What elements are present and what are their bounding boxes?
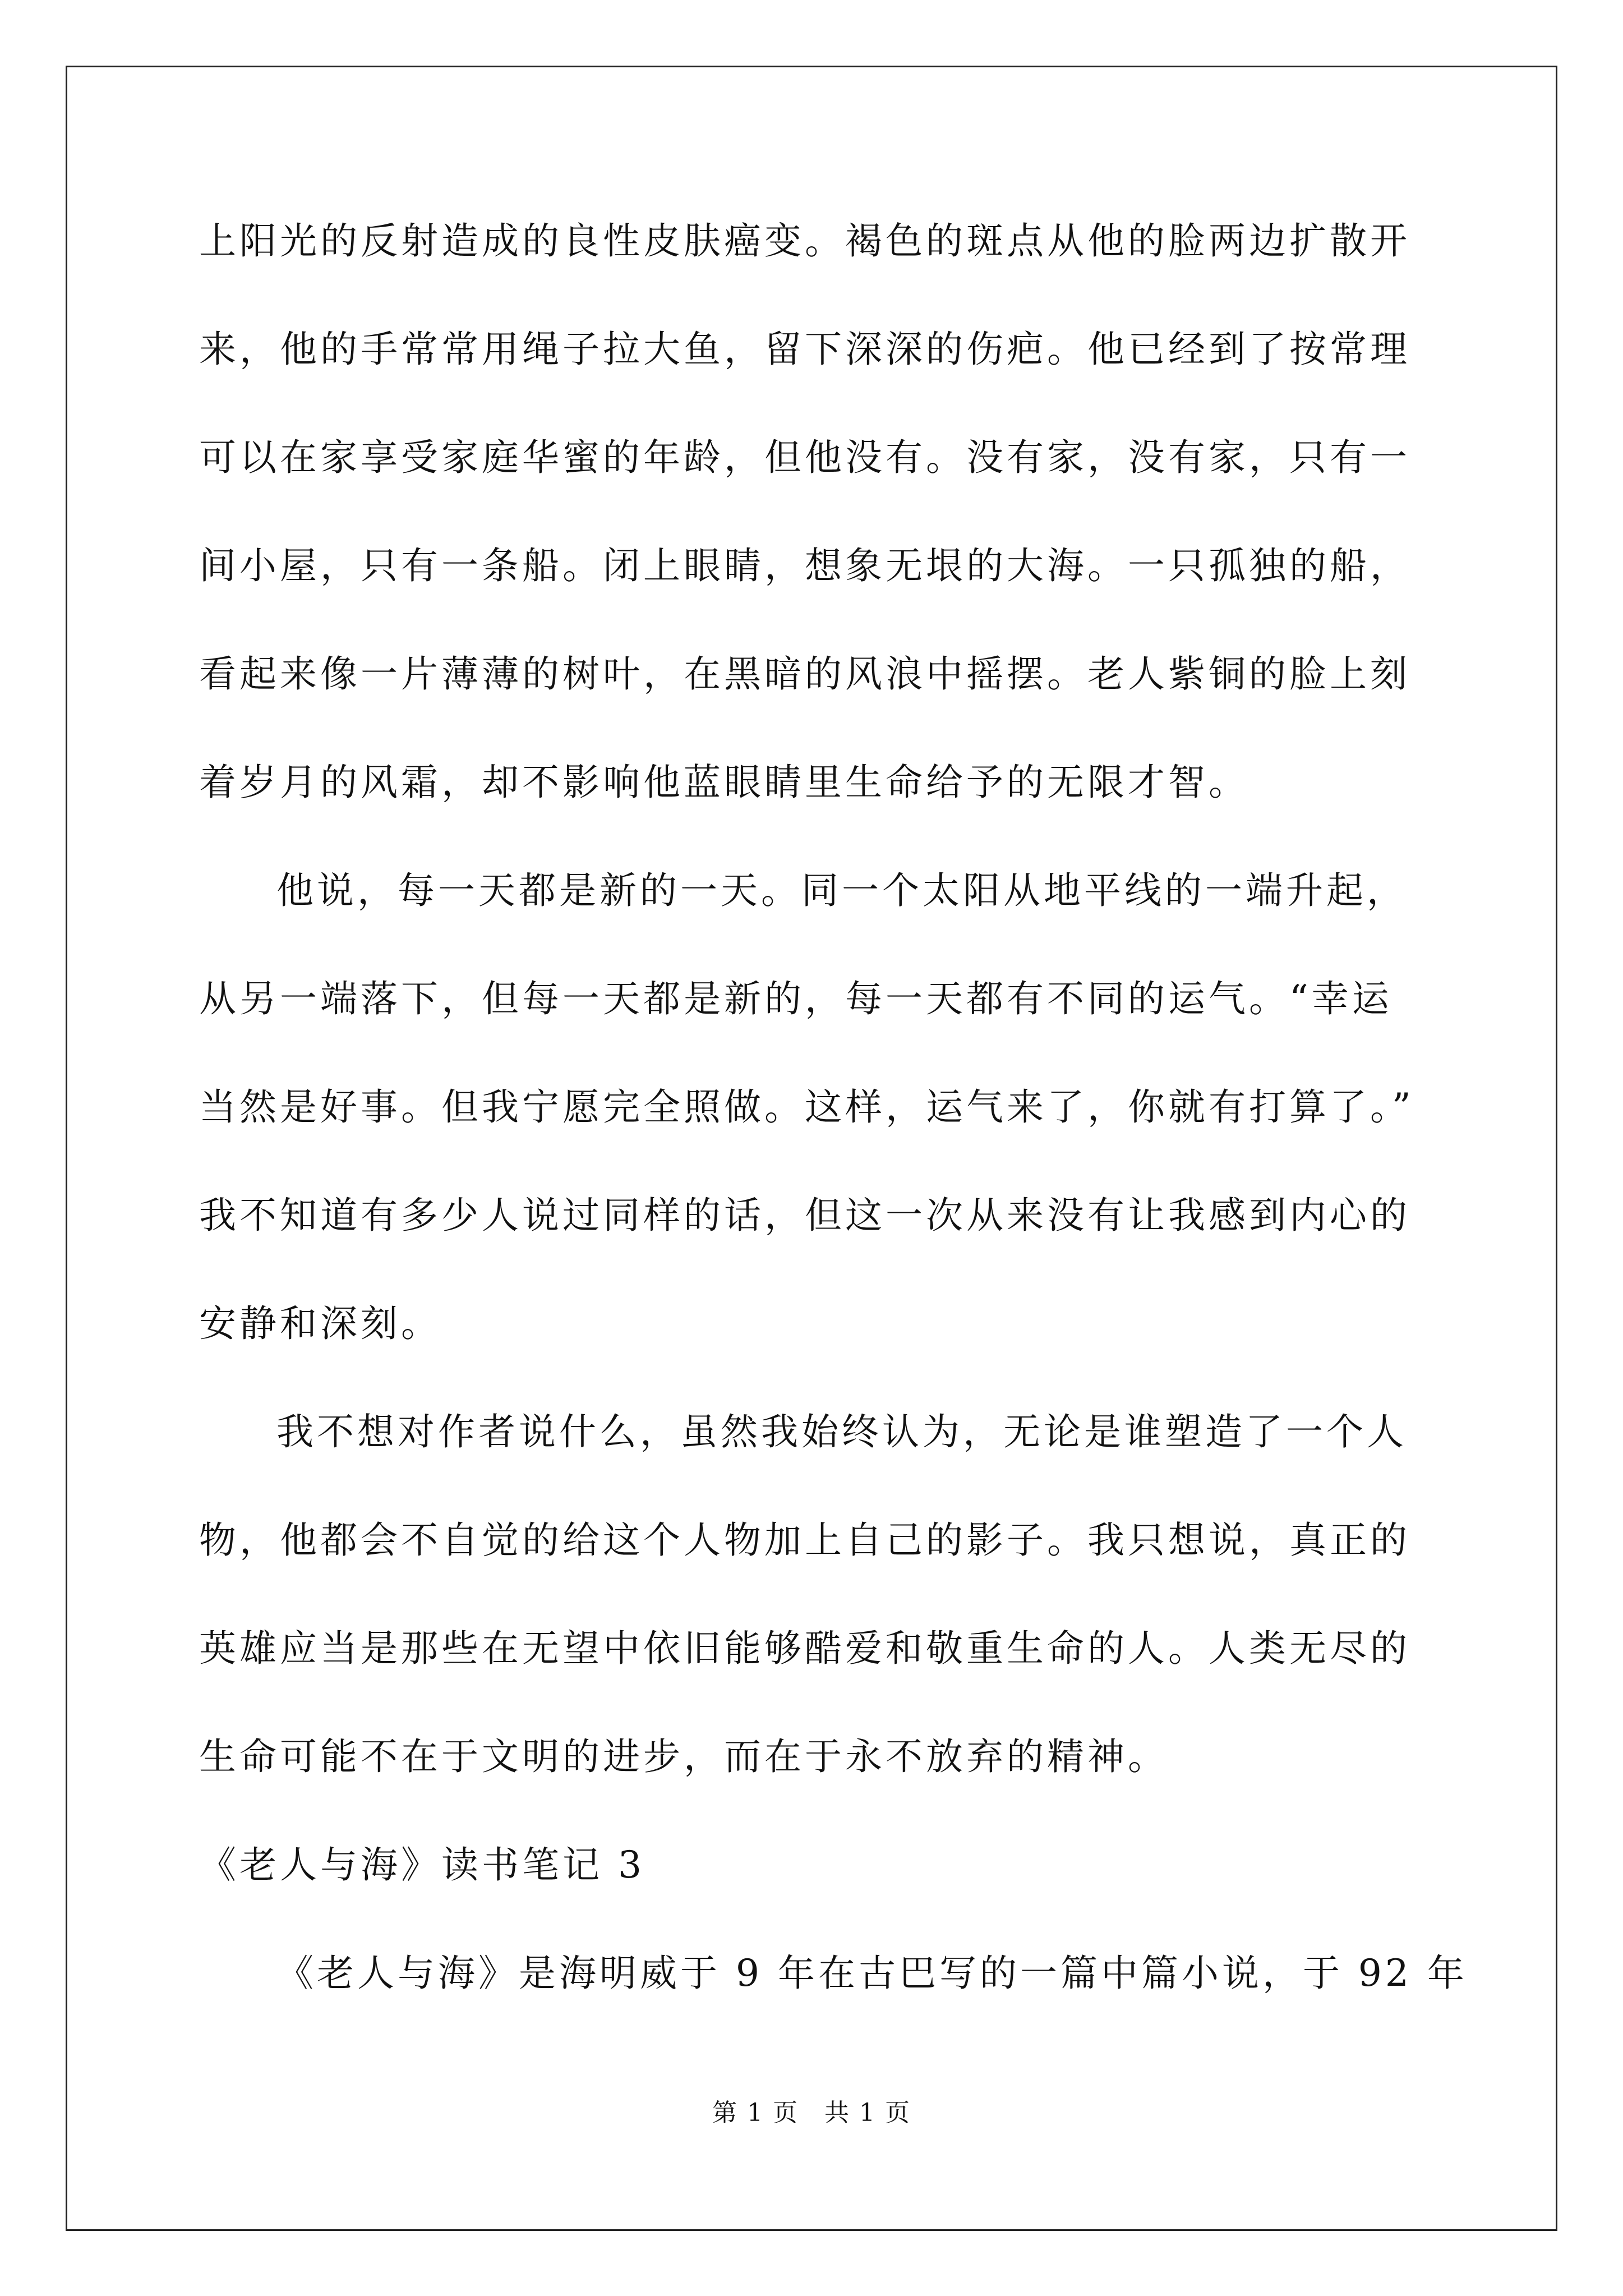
paragraph-start-line: 《老人与海》是海明威于 9 年在古巴写的一篇中篇小说，于 92 年 [276,1952,1468,1995]
text-line: 物，他都会不自觉的给这个人物加上自己的影子。我只想说，真正的 [199,1519,1410,1562]
text-line: 着岁月的风霜，却不影响他蓝眼睛里生命给予的无限才智。 [199,761,1249,804]
text-line: 从另一端落下，但每一天都是新的，每一天都有不同的运气。“幸运 [199,977,1393,1020]
text-line: 上阳光的反射造成的良性皮肤癌变。褐色的斑点从他的脸两边扩散开 [199,219,1410,263]
text-line: 英雄应当是那些在无望中依旧能够酷爱和敬重生命的人。人类无尽的 [199,1627,1410,1670]
text-line: 我不知道有多少人说过同样的话，但这一次从来没有让我感到内心的 [199,1194,1410,1237]
section-heading: 《老人与海》读书笔记 3 [199,1843,645,1887]
paragraph-start-line: 我不想对作者说什么，虽然我始终认为，无论是谁塑造了一个人 [276,1410,1407,1453]
text-line: 间小屋，只有一条船。闭上眼睛，想象无垠的大海。一只孤独的船， [199,544,1410,587]
document-body [199,208,1468,2048]
text-line: 生命可能不在于文明的进步，而在于永不放弃的精神。 [199,1735,1168,1778]
text-line: 可以在家享受家庭华蜜的年龄，但他没有。没有家，没有家，只有一 [199,436,1410,479]
page-number-footer: 第 1 页 共 1 页 [712,2099,911,2127]
text-line: 当然是好事。但我宁愿完全照做。这样，运气来了，你就有打算了。” [199,1085,1414,1129]
text-line: 看起来像一片薄薄的树叶，在黑暗的风浪中摇摆。老人紫铜的脸上刻 [199,652,1410,696]
text-line: 来，他的手常常用绳子拉大鱼，留下深深的伤疤。他已经到了按常理 [199,328,1410,371]
paragraph-start-line: 他说，每一天都是新的一天。同一个太阳从地平线的一端升起， [276,869,1407,912]
text-line: 安静和深刻。 [199,1302,441,1345]
